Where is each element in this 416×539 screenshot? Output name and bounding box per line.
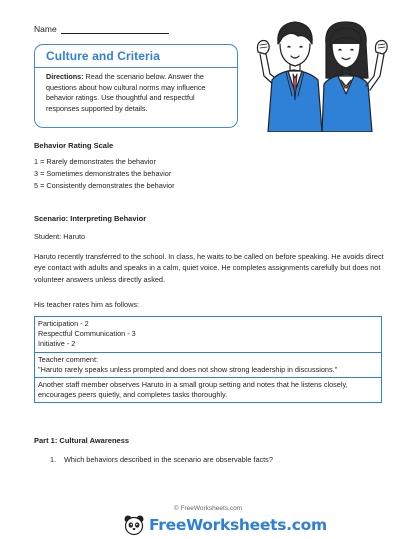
question-text: Which behaviors described in the scenario are observable facts? — [64, 455, 273, 464]
scale-item: 1 = Rarely demonstrates the behavior — [34, 157, 156, 166]
worksheet-title: Culture and Criteria — [46, 49, 161, 63]
teacher-comment-label: Teacher comment: — [38, 354, 99, 364]
footer-copyright: © FreeWorksheets.com — [173, 505, 243, 512]
scale-list — [34, 156, 175, 193]
girl-figure — [322, 22, 387, 132]
teacher-comment-text: "Haruto rarely speaks unless prompted and does not show strong leadership in discussions." — [38, 364, 338, 374]
panda-logo-icon — [123, 514, 145, 536]
scale-item: 5 = Consistently demonstrates the behavior — [34, 181, 175, 191]
directions — [46, 72, 229, 114]
part1-heading: Part 1: Cultural Awareness — [34, 436, 130, 445]
teacher-comment-cell — [35, 353, 381, 378]
boy-figure — [257, 22, 322, 132]
footer-logo-text: FreeWorksheets.com — [149, 516, 327, 534]
rating-item: Initiative - 2 — [38, 339, 76, 349]
student-name: Student: Haruto — [34, 232, 86, 241]
ratings-intro: His teacher rates him as follows: — [34, 300, 140, 309]
rating-item: Participation - 2 — [38, 319, 89, 328]
scale-item: 3 = Sometimes demonstrates the behavior — [34, 169, 172, 179]
ratings-box — [34, 316, 382, 403]
name-field — [34, 24, 169, 34]
staff-note-text: Another staff member observes Haruto in a small group setting and notes that he listens closely, encourages peers quietly, and completes tasks thoroughly. — [38, 380, 348, 400]
title-divider — [35, 67, 237, 68]
question-item — [50, 455, 273, 464]
question-number: 1. — [50, 455, 57, 464]
rating-item: Respectful Communication - 3 — [38, 329, 136, 339]
directions-text: Read the scenario below. Answer the questions about how cultural norms may influence behavior ratings. Use thoughtful and respectful responses supported by details. — [46, 72, 206, 113]
name-label: Name — [34, 24, 57, 34]
directions-label: Directions: — [46, 72, 84, 81]
title-card — [34, 44, 238, 128]
staff-note-cell — [35, 378, 381, 402]
footer-logo — [123, 514, 327, 536]
ratings-cell — [35, 317, 381, 353]
scale-heading: Behavior Rating Scale — [34, 141, 114, 150]
scenario-paragraph: Haruto recently transferred to the school. In class, he waits to be called on before speaking. He avoids direct eye contact with adults and speaks in a calm, quiet voice. He completes assignments carefully but does not volunteer answers unless directly asked. — [34, 252, 384, 284]
students-illustration — [248, 14, 390, 132]
name-line — [61, 24, 169, 34]
scenario-heading: Scenario: Interpreting Behavior — [34, 214, 147, 223]
